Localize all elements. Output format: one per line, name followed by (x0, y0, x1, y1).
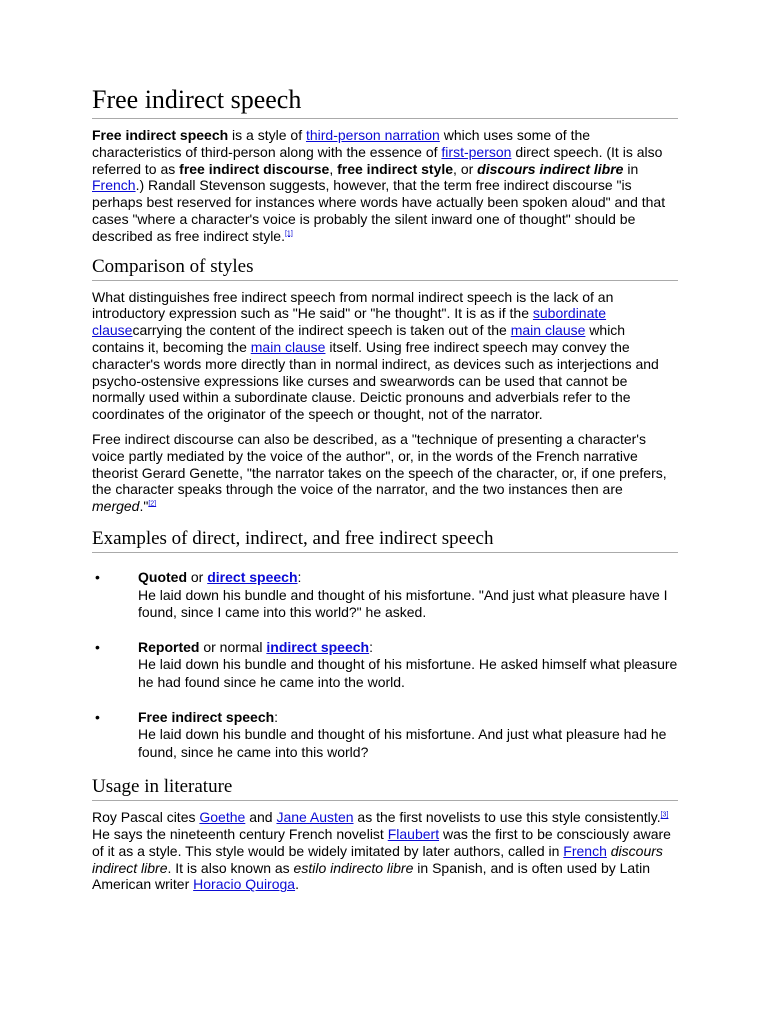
list-item (92, 709, 678, 762)
link-direct-speech[interactable] (207, 569, 297, 585)
list-item (92, 639, 678, 692)
example-label: Free indirect speech (138, 708, 275, 725)
text-span: is a style of (228, 127, 306, 143)
text-span: as the first novelists to use this style consistently. (353, 809, 661, 826)
example-label: Reported (138, 638, 200, 655)
text-span: itself. Using free indirect speech may convey the character's words more directly than in normal indirect, as devices such as interjections and psycho-ostensive expressions like curses and swearwords can be used that cannot be normally used within a subordinate clause. Deictic pronouns and adverbials refer to the coordinates of the originator of the speech or thought, not of the narrator. (92, 338, 659, 423)
comparison-paragraph-2 (92, 431, 678, 515)
text-span: . It is also known as (167, 859, 294, 876)
section-heading-examples: Examples of direct, indirect, and free indirect speech (92, 527, 678, 553)
bullet-icon: • (95, 568, 100, 585)
examples-list (92, 569, 678, 761)
text-span: : (297, 568, 302, 585)
link-horacio-quiroga[interactable]: Horacio Quiroga (193, 876, 296, 893)
text-span: direct speech. (It is also referred to as (92, 143, 663, 177)
text-span: .) Randall Stevenson suggests, however, that the term free indirect discourse "is perhaps best reserved for instances where words have actually been spoken aloud" and that cases "where a character's voice is probably the silent inward one of thought" should be described as free indirect style. (92, 177, 666, 244)
example-text: He laid down his bundle and thought of his misfortune. He asked himself what pleasure he had found since he came into the world. (138, 656, 678, 690)
text-span: carrying the content of the indirect speech is taken out of the (132, 322, 511, 339)
text-span: in Spanish, and is often used by Latin American writer (92, 859, 650, 893)
text-span: . (295, 876, 299, 893)
text-span: , (329, 160, 338, 177)
link-first-person[interactable]: first-person (441, 143, 512, 160)
text-span: was the first to be consciously aware of it as a style. This style would be widely imitated by later authors, called in (92, 826, 671, 859)
example-text: He laid down his bundle and thought of his misfortune. "And just what pleasure have I found, since I came into this world?" he asked. (138, 586, 668, 621)
text-span: : (369, 638, 373, 655)
comparison-paragraph-1 (92, 289, 678, 423)
intro-paragraph (92, 127, 678, 245)
text-span: : (274, 708, 279, 725)
text-span: and (245, 809, 277, 826)
link-text: indirect speech (266, 638, 370, 655)
text-span: Roy Pascal cites (92, 809, 200, 826)
reference-1[interactable]: [1] (284, 230, 293, 238)
link-main-clause[interactable]: main clause (510, 322, 586, 339)
text-span: in (623, 160, 639, 177)
emphasis-merged: merged (92, 498, 140, 515)
bullet-icon: • (95, 638, 100, 655)
page-title: Free indirect speech (92, 84, 678, 119)
text-span: ." (139, 498, 149, 515)
emphasis-estilo: estilo indirecto libre (293, 859, 414, 876)
link-main-clause-2[interactable]: main clause (250, 338, 326, 355)
alt-term-3: discours indirect libre (477, 160, 624, 177)
text-span: which contains it, becoming the (92, 322, 626, 355)
text-span: , or (453, 160, 478, 177)
link-french-2[interactable]: French (563, 842, 607, 859)
example-label: Quoted (138, 568, 187, 585)
text-span: Free indirect discourse can also be described, as a "technique of presenting a character's voice partly mediated by the voice of the author", or, in the words of the French narrative theorist Gerard Genette, "the narrator takes on the speech of the character, or, if one prefers, the character speaks through the voice of the narrator, and the two instances then are (92, 430, 667, 498)
link-text: direct speech (207, 568, 298, 585)
link-third-person-narration[interactable]: third-person narration (305, 127, 440, 143)
bullet-icon: • (95, 708, 100, 725)
section-heading-usage: Usage in literature (92, 775, 678, 801)
text-span: or normal (199, 638, 267, 655)
link-jane-austen[interactable]: Jane Austen (276, 809, 354, 826)
link-goethe[interactable]: Goethe (199, 809, 246, 826)
alt-term-1: free indirect discourse (179, 160, 330, 177)
section-heading-comparison: Comparison of styles (92, 255, 678, 281)
emphasis-discours: discours indirect libre (92, 842, 663, 876)
text-span: What distinguishes free indirect speech from normal indirect speech is the lack of an introductory expression such as "He said" or "he thought". It is as if the (92, 288, 614, 322)
text-span: which uses some of the characteristics of third-person along with the essence of (92, 127, 591, 160)
text-span: or (187, 568, 208, 585)
reference-3[interactable]: [3] (660, 811, 669, 819)
text-span: He says the nineteenth century French novelist (92, 826, 388, 843)
alt-term-2: free indirect style (337, 160, 454, 177)
article (92, 84, 678, 893)
usage-paragraph (92, 809, 678, 893)
link-french[interactable]: French (92, 177, 136, 194)
link-flaubert[interactable]: Flaubert (387, 826, 440, 843)
example-text: He laid down his bundle and thought of his misfortune. And just what pleasure had he found, since he came into this world? (138, 726, 667, 760)
reference-2[interactable]: [2] (148, 500, 157, 508)
link-indirect-speech[interactable] (266, 639, 369, 655)
list-item (92, 569, 678, 622)
link-subordinate-clause[interactable]: subordinate clause (92, 305, 607, 339)
term-bold: Free indirect speech (92, 127, 229, 143)
